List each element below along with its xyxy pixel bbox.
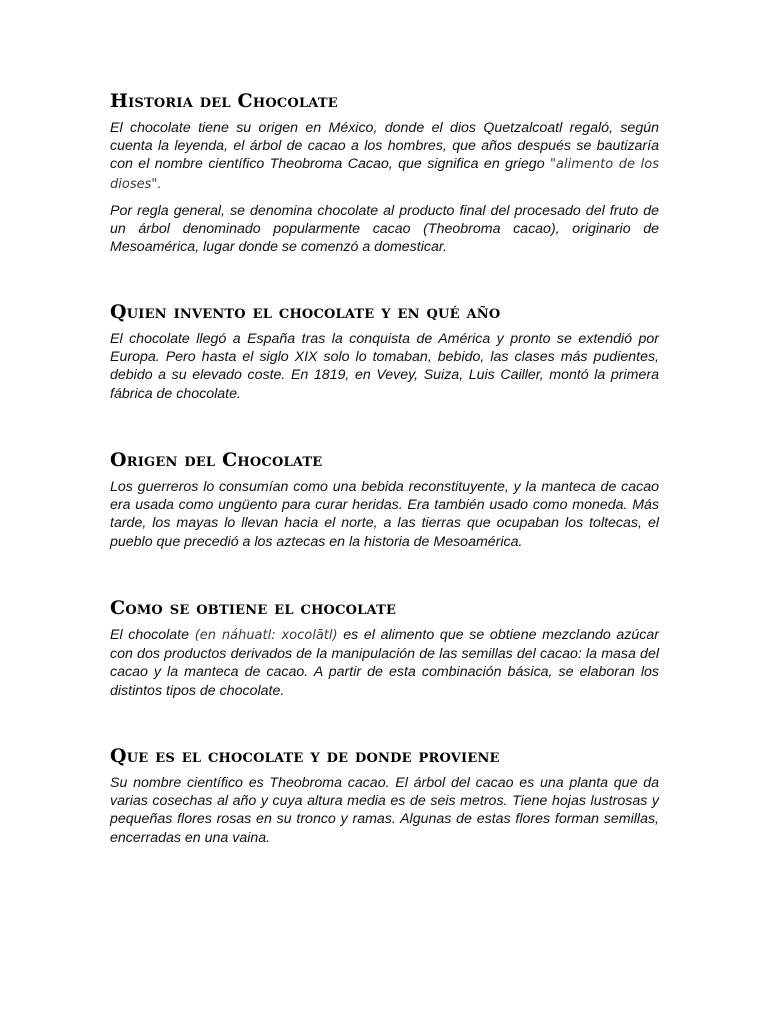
section-heading: Historia del Chocolate [110,90,338,112]
paragraph: Los guerreros lo consumían como una bebida reconstituyente, y la manteca de cacao era usada como ungüento para curar heridas. Era también usado como moneda. Más tarde, los mayas lo llevan hacia el norte, a las tierras que ocupaban los toltecas, el pueblo que precedió a los aztecas en la historia de Mesoamérica. [110,479,659,550]
section-origen [110,448,659,559]
quoted-text: "alimento de los dioses". [110,157,659,192]
nahuatl-note: (en náhuatl: xocolātl) [194,628,338,643]
paragraph: Su nombre científico es Theobroma cacao. El árbol del cacao es una planta que da varias cosechas al año y cuya altura media es de seis metros. Tiene hojas lustrosas y pequeñas flores rosas en su tronco y ramas. Algunas de estas flores forman semillas, encerradas en una vaina. [110,775,659,846]
section-heading: Que es el chocolate y de donde proviene [110,745,500,767]
section-heading: Como se obtiene el chocolate [110,597,397,619]
paragraph: El chocolate llegó a España tras la conquista de América y pronto se extendió por Europa. Pero hasta el siglo XIX solo lo tomaban, bebido, las clases más pudientes, debido a su elevado coste. En 1819, en Vevey, Suiza, Luis Cailler, montó la primera fábrica de chocolate. [110,331,659,402]
paragraph-text: El chocolate tiene su origen en México, donde el dios Quetzalcoatl regaló, según cuenta la leyenda, el árbol de cacao a los hombres, que años después se bautizaría con el nombre científico Theobroma Cacao, que significa en griego [110,120,659,173]
section-historia [110,89,659,264]
section-heading: Quien invento el chocolate y en qué año [110,301,501,323]
section-que-es [110,744,659,855]
paragraph-text: El chocolate [110,627,195,643]
section-heading: Origen del Chocolate [110,449,323,471]
paragraph-text: es el alimento que se obtiene mezclando azúcar con dos productos derivados de la manipulación de las semillas del cacao: la masa del cacao y la manteca de cacao. A partir de esta combinación básica, se elaboran los distintos tipos de chocolate. [110,627,660,699]
section-quien-invento [110,300,659,411]
paragraph [110,119,659,194]
paragraph: Por regla general, se denomina chocolate al producto final del procesado del fruto de un árbol denominado popularmente cacao (Theobroma cacao), originario de Mesoamérica, lugar donde se comenzó a domesticar. [110,202,659,256]
section-como-se-obtiene [110,596,659,708]
paragraph [110,626,659,700]
